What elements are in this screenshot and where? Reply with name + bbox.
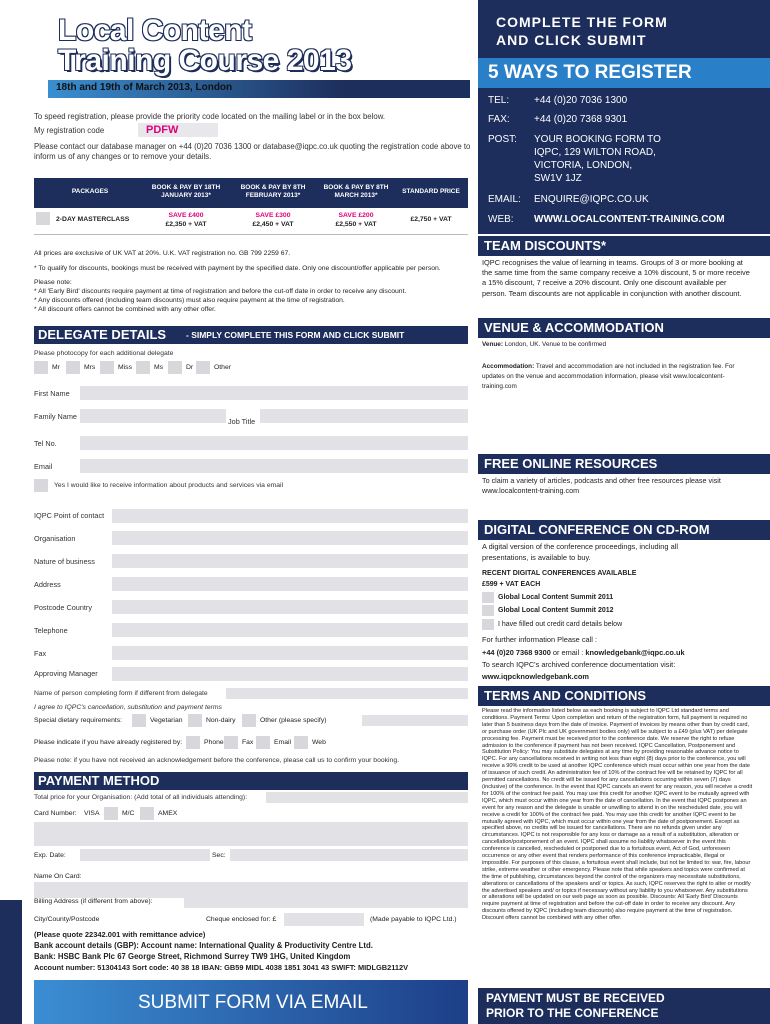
- complete-line1: COMPLETE THE FORM: [496, 14, 668, 30]
- first-name-input[interactable]: [80, 386, 468, 400]
- fax-label: FAX:: [488, 114, 510, 125]
- title-ms-label: Ms: [154, 364, 164, 371]
- delegate-subtitle: - SIMPLY COMPLETE THIS FORM AND CLICK SUBMIT: [186, 330, 405, 340]
- title-dr-label: Dr: [186, 364, 194, 371]
- cheque-input[interactable]: [284, 913, 364, 926]
- cd-phone: +44 (0)20 7368 9300: [482, 648, 551, 657]
- vat-note: All prices are exclusive of UK VAT at 20%. U.K. VAT registration no. GB 799 2259 67.: [34, 250, 291, 257]
- post-label: POST:: [488, 134, 517, 145]
- save-3: SAVE £200: [338, 212, 374, 219]
- accommodation-body: Travel and accommodation are not included in the registration fee. For updates on the venue and accommodation information, please visit www.localcontent-training.com: [482, 363, 735, 390]
- email-row: [34, 457, 468, 475]
- card-visa-label: VISA: [84, 810, 100, 817]
- approving-label: Approving Manager: [34, 669, 98, 678]
- total-input[interactable]: [266, 792, 468, 803]
- reg-code-box[interactable]: [138, 123, 218, 137]
- pricing-header-3: BOOK & PAY BY 8TH MARCH 2013*: [323, 184, 389, 199]
- exp-label: Exp. Date:: [34, 852, 66, 859]
- poc-input[interactable]: [112, 509, 468, 523]
- telephone-label: Telephone: [34, 626, 68, 635]
- first-name-row: [34, 384, 468, 402]
- city-label: City/County/Postcode: [34, 916, 100, 923]
- title-miss-checkbox[interactable]: [100, 361, 114, 374]
- cd-info: For further information Please call :: [482, 635, 598, 644]
- email-label: Email: [34, 462, 53, 471]
- save-2: SAVE £300: [255, 212, 291, 219]
- bank-line-1: Bank account details (GBP): Account name: International Quality & Productivity Centre Ltd.: [34, 941, 373, 950]
- job-title-input[interactable]: [260, 409, 468, 423]
- telephone-input[interactable]: [112, 623, 468, 637]
- post-line-1: YOUR BOOKING FORM TO: [534, 134, 661, 145]
- billing-input[interactable]: [184, 896, 468, 908]
- package-name: 2-DAY MASTERCLASS: [56, 216, 130, 223]
- optin-label: Yes I would like to receive information about products and services via email: [54, 482, 284, 489]
- registered-fax-label: Fax: [242, 739, 254, 746]
- cd-search: To search IQPC's archived conference documentation visit:: [482, 660, 676, 669]
- exp-input[interactable]: [80, 849, 210, 861]
- dietary-vegetarian-checkbox[interactable]: [132, 714, 146, 727]
- header-logo: [34, 8, 472, 98]
- card-amex-label: AMEX: [158, 810, 178, 817]
- cd-contact-line: [482, 648, 762, 657]
- telephone-row: [34, 622, 468, 640]
- payable-label: (Made payable to IQPC Ltd.): [370, 916, 457, 923]
- registered-label: Please indicate if you have already registered by:: [34, 739, 183, 746]
- tel-value[interactable]: +44 (0)20 7036 1300: [534, 95, 628, 106]
- note-3: * All discount offers cannot be combined with any other offer.: [34, 306, 216, 313]
- organisation-label: Organisation: [34, 534, 76, 543]
- title-dr-checkbox[interactable]: [168, 361, 182, 374]
- fax-input[interactable]: [112, 646, 468, 660]
- title-mr-label: Mr: [52, 364, 60, 371]
- cd-recent: RECENT DIGITAL CONFERENCES AVAILABLE: [482, 570, 637, 577]
- title-line1: Local Content: [58, 14, 252, 47]
- cd-price: £599 + VAT EACH: [482, 581, 541, 588]
- cd-rom-text: A digital version of the conference proceedings, including all presentations, is available to buy.: [482, 542, 678, 562]
- discount-note: * To qualify for discounts, bookings must be received with payment by the specified date. Only one discount/offer applicable per person.: [34, 265, 441, 272]
- pricing-divider: [34, 234, 468, 235]
- organisation-input[interactable]: [112, 531, 468, 545]
- title-miss-label: Miss: [118, 364, 132, 371]
- first-name-label: First Name: [34, 389, 70, 398]
- dates-text: 18th and 19th of March 2013, London: [56, 82, 233, 93]
- title-other-label: Other: [214, 364, 231, 371]
- payment-received-line1: PAYMENT MUST BE RECEIVED: [486, 991, 665, 1005]
- registered-fax-checkbox[interactable]: [224, 736, 238, 749]
- venue-label: Venue:: [482, 341, 503, 348]
- bank-line-2: Bank: HSBC Bank Plc 67 George Street, Richmond Surrey TW9 1HG, United Kingdom: [34, 952, 351, 961]
- nature-row: [34, 553, 468, 571]
- dietary-other-checkbox[interactable]: [242, 714, 256, 727]
- completing-label: Name of person completing form if different from delegate: [34, 690, 208, 697]
- poc-row: [34, 508, 468, 526]
- completing-input[interactable]: [226, 688, 468, 699]
- package-checkbox[interactable]: [36, 212, 50, 225]
- price-1: £2,350 + VAT: [165, 221, 207, 228]
- sec-input[interactable]: [230, 849, 468, 861]
- web-value[interactable]: WWW.LOCALCONTENT-TRAINING.COM: [534, 214, 725, 225]
- title-mrs-checkbox[interactable]: [66, 361, 80, 374]
- terms-text: Please read the information listed below as each booking is subject to IQPC Ltd standard terms and conditions. Payment Terms: Upon completion and return of the registration form, full payment is required no later than 5 business days from the date of invoice. Payment of invoices by means other than by credit card, or purchase order (UK Plc and UK government bodies only) will be subject to a £49 (plus VAT) per delegate processing fee. Payment must be received prior to the conference date. We reserve the right to refuse admission to the conference if payment has not been received. IQPC Cancellation, Postponement and Substitution Policy: You may substitute delegates at any time by providing reasonable advance notice to IQPC. For any cancellations received in writing not less than eight (8) days prior to the conference, you will receive a 90% credit to be used at another IQPC conference which must occur within one year from the date of issuance of such credit. An administration fee of 10% of the contract fee will be retained by IQPC for all permitted cancellations. No credit will be issued for any cancellations occurring within seven (7) days (inclusive) of the conference. In the event that IQPC cancels an event for any reason, you will receive a credit for 100% of the contract fee paid. You may use this credit for another IQPC event to be mutually agreed with IQPC, which must occur within one year from the date of cancellation. In the event that IQPC postpones an event for any reason and the delegate is unable or unwilling to attend in on the rescheduled date, you will receive a credit for 100% of the contract fee paid. You may use this credit for another IQPC event to be mutually agreed with IQPC, which must occur within one year from the date of postponement. Except as specified above, no credits will be issued for cancellations. There are no refunds given under any circumstances. IQPC is not responsible for any loss or damage as a result of a substitution, alteration or cancellation/postponement of an event. IQPC shall assume no liability whatsoever in the event this conference is cancelled, rescheduled or postponed due to a fortuitous event, Act of God, unforeseen occurrence or any other event that renders performance of this conference impracticable, illegal or impossible. For purposes of this clause, a fortuitous event shall include, but not be limited to: war, fire, labour strike, extreme weather or other emergency. Please note that while speakers and topics were confirmed at the time of publishing, circumstances beyond the control of the organizers may necessitate substitutions, alterations or cancellations of the speakers and/ or topics. As such, IQPC reserves the right to alter or modify the advertised speakers and/ or topics if necessary without any liability to you whatsoever. Any substitutions or alterations will be updated on our web page as soon as possible. Discounts: All 'Early Bird' Discounts require payment at time of registration and before the cut-off date in order to receive any discount. Any discounts offered by IQPC (including team discounts) also require payment at the time of registration. Discount offers cannot be combined with any other offer.: [482, 708, 753, 922]
- tel-label: TEL:: [488, 95, 510, 106]
- dietary-nondairy-checkbox[interactable]: [188, 714, 202, 727]
- team-discounts-text: IQPC recognises the value of learning in teams. Groups of 3 or more booking at the same time from the same company receive a 10% discount, 5 or more receive a 15% discount, 7 receive a 20% discount. Only one discount available per person. Team discounts are not applicable in conjunction with another discount.: [482, 258, 750, 298]
- tel-input[interactable]: [80, 436, 468, 450]
- registered-phone-label: Phone: [204, 739, 224, 746]
- job-title-label: Job Title: [228, 417, 256, 426]
- dates-bar: [48, 80, 470, 98]
- vertical-code: 22342.001: [4, 933, 20, 1000]
- submit-email-button[interactable]: [34, 980, 468, 1024]
- cd-email[interactable]: knowledgebank@iqpc.co.uk: [585, 648, 685, 657]
- dietary-label: Special dietary requirements:: [34, 717, 123, 724]
- note-2: * Any discounts offered (including team discounts) must also require payment at the time of registration.: [34, 297, 345, 304]
- postcode-input[interactable]: [112, 600, 468, 614]
- payment-title: PAYMENT METHOD: [38, 773, 160, 788]
- remittance-quote: (Please quote 22342.001 with remittance advice): [34, 930, 206, 939]
- approving-row: [34, 666, 468, 684]
- title-line2: Training Course 2013: [58, 44, 352, 77]
- dietary-vegetarian-label: Vegetarian: [150, 717, 183, 724]
- cheque-label: Cheque enclosed for: £: [206, 916, 277, 923]
- price-2: £2,450 + VAT: [252, 221, 294, 228]
- note-title: Please note:: [34, 279, 72, 286]
- agree-text: I agree to IQPC's cancellation, substitution and payment terms: [34, 704, 222, 711]
- fax-label: Fax: [34, 649, 47, 658]
- complete-line2: AND CLICK SUBMIT: [496, 32, 647, 48]
- cd-filled-checkbox[interactable]: [482, 619, 494, 630]
- note-1: * All 'Early Bird' discounts require payment at time of registration and before the cut-off date in order to receive any discount.: [34, 288, 407, 295]
- post-line-2: IQPC, 129 WILTON ROAD,: [534, 147, 656, 158]
- email-value[interactable]: ENQUIRE@IQPC.CO.UK: [534, 194, 649, 205]
- priority-text: To speed registration, please provide the priority code located on the mailing label or in the box below.: [34, 112, 386, 121]
- tel-row: [34, 434, 468, 452]
- title-options: [34, 360, 274, 376]
- ack-note: Please note: if you have not received an acknowledgement before the conference, please call us to confirm your booking.: [34, 757, 399, 764]
- pricing-header-packages: PACKAGES: [71, 188, 109, 195]
- title-other-checkbox[interactable]: [196, 361, 210, 374]
- card-number-input[interactable]: [34, 822, 468, 846]
- title-mr-checkbox[interactable]: [34, 361, 48, 374]
- team-discounts-bar: TEAM DISCOUNTS*: [478, 236, 770, 256]
- pricing-header-2: BOOK & PAY BY 8TH FEBRUARY 2013*: [240, 184, 306, 199]
- venue-bar: VENUE & ACCOMMODATION: [478, 318, 770, 338]
- card-mc-checkbox[interactable]: [104, 807, 118, 820]
- dietary-other-label: Other (please specify): [260, 717, 327, 724]
- cd-item2-checkbox[interactable]: [482, 605, 494, 616]
- optin-checkbox[interactable]: [34, 479, 48, 492]
- total-label: Total price for your Organisation: (Add total of all individuals attending):: [34, 794, 248, 801]
- registered-phone-checkbox[interactable]: [186, 736, 200, 749]
- card-number-label: Card Number:: [34, 810, 77, 817]
- accommodation-label: Accommodation:: [482, 363, 535, 370]
- billing-row: [34, 894, 468, 910]
- photocopy-note: Please photocopy for each additional delegate: [34, 350, 174, 357]
- delegate-details-bar: [34, 326, 468, 344]
- contact-panel: [478, 88, 770, 234]
- ways-title: 5 WAYS TO REGISTER: [488, 62, 692, 83]
- payment-received-line2: PRIOR TO THE CONFERENCE: [486, 1006, 659, 1020]
- venue-line: [482, 341, 752, 348]
- cd-or: or email :: [552, 648, 584, 657]
- address-input[interactable]: [112, 577, 468, 591]
- postcode-label: Postcode Country: [34, 603, 93, 612]
- address-label: Address: [34, 580, 61, 589]
- email-label: EMAIL:: [488, 194, 521, 205]
- exp-row: [34, 848, 468, 864]
- ways-bar: [478, 58, 770, 88]
- title-mrs-label: Mrs: [84, 364, 96, 371]
- post-line-3: VICTORIA, LONDON,: [534, 160, 633, 171]
- registered-web-checkbox[interactable]: [294, 736, 308, 749]
- accommodation-text: [482, 362, 752, 392]
- bank-line-3: Account number: 51304143 Sort code: 40 38 18 IBAN: GB59 MIDL 4038 1851 3041 43 SWIFT: MIDLGB2112V: [34, 963, 409, 972]
- billing-label: Billing Address (if different from above):: [34, 898, 153, 905]
- dietary-other-input[interactable]: [362, 715, 468, 726]
- sec-label: Sec:: [212, 852, 226, 859]
- database-contact-text: Please contact our database manager on +44 (0)20 7036 1300 or database@iqpc.co.uk quoting the registration code above to inform us of any changes or to remove your details.: [34, 142, 471, 161]
- venue-text: London, UK. Venue to be confirmed: [504, 341, 607, 348]
- right-header-complete: [478, 0, 770, 58]
- approving-input[interactable]: [112, 667, 468, 681]
- cd-item1: Global Local Content Summit 2011: [498, 594, 614, 601]
- card-number-row: [34, 806, 468, 822]
- card-amex-checkbox[interactable]: [140, 807, 154, 820]
- title-ms-checkbox[interactable]: [136, 361, 150, 374]
- registered-email-checkbox[interactable]: [256, 736, 270, 749]
- family-name-label: Family Name: [34, 412, 77, 421]
- price-3: £2,550 + VAT: [335, 221, 377, 228]
- fax-row: [34, 645, 468, 663]
- family-name-row: [34, 407, 468, 427]
- name-on-card-label: Name On Card:: [34, 873, 82, 880]
- delegate-title: DELEGATE DETAILS: [38, 327, 167, 342]
- address-row: [34, 576, 468, 594]
- cd-url[interactable]: www.iqpcknowledgebank.com: [482, 672, 589, 681]
- postcode-row: [34, 599, 468, 617]
- free-resources-bar: FREE ONLINE RESOURCES: [478, 454, 770, 474]
- email-input[interactable]: [80, 459, 468, 473]
- family-name-input[interactable]: [80, 409, 226, 423]
- pricing-header-1: BOOK & PAY BY 18TH JANUARY 2013*: [151, 184, 221, 199]
- cd-item2: Global Local Content Summit 2012: [498, 607, 614, 614]
- organisation-row: [34, 530, 468, 548]
- poc-label: IQPC Point of contact: [34, 511, 105, 520]
- submit-email-label: SUBMIT FORM VIA EMAIL: [138, 992, 368, 1013]
- dietary-nondairy-label: Non-dairy: [206, 717, 236, 724]
- cd-rom-bar: DIGITAL CONFERENCE ON CD-ROM: [478, 520, 770, 540]
- pricing-header-standard: STANDARD PRICE: [402, 188, 460, 195]
- card-visa-checkbox[interactable]: [82, 807, 83, 820]
- registered-email-label: Email: [274, 739, 291, 746]
- registered-row: [34, 735, 468, 751]
- free-resources-text: To claim a variety of articles, podcasts and other free resources please visit www.localcontent-training.com: [482, 476, 721, 495]
- card-mc-label: M/C: [122, 810, 135, 817]
- registered-web-label: Web: [312, 739, 326, 746]
- nature-input[interactable]: [112, 554, 468, 568]
- payment-received-bar: [478, 988, 770, 1024]
- nature-label: Nature of business: [34, 557, 95, 566]
- pricing-table: [34, 178, 468, 236]
- tel-label: Tel No.: [34, 439, 57, 448]
- payment-method-bar: [34, 772, 468, 790]
- reg-code-value: PDFW: [146, 124, 179, 136]
- post-line-4: SW1V 1JZ: [534, 173, 582, 184]
- web-label: WEB:: [488, 214, 514, 225]
- save-1: SAVE £400: [168, 212, 204, 219]
- fax-value: +44 (0)20 7368 9301: [534, 114, 628, 125]
- reg-code-label: My registration code: [34, 126, 105, 135]
- city-row: [34, 912, 468, 928]
- cd-item1-checkbox[interactable]: [482, 592, 494, 603]
- cd-filled: I have filled out credit card details below: [498, 621, 623, 628]
- terms-bar: TERMS AND CONDITIONS: [478, 686, 770, 706]
- optin-row: [34, 478, 468, 494]
- price-standard: £2,750 + VAT: [410, 216, 452, 223]
